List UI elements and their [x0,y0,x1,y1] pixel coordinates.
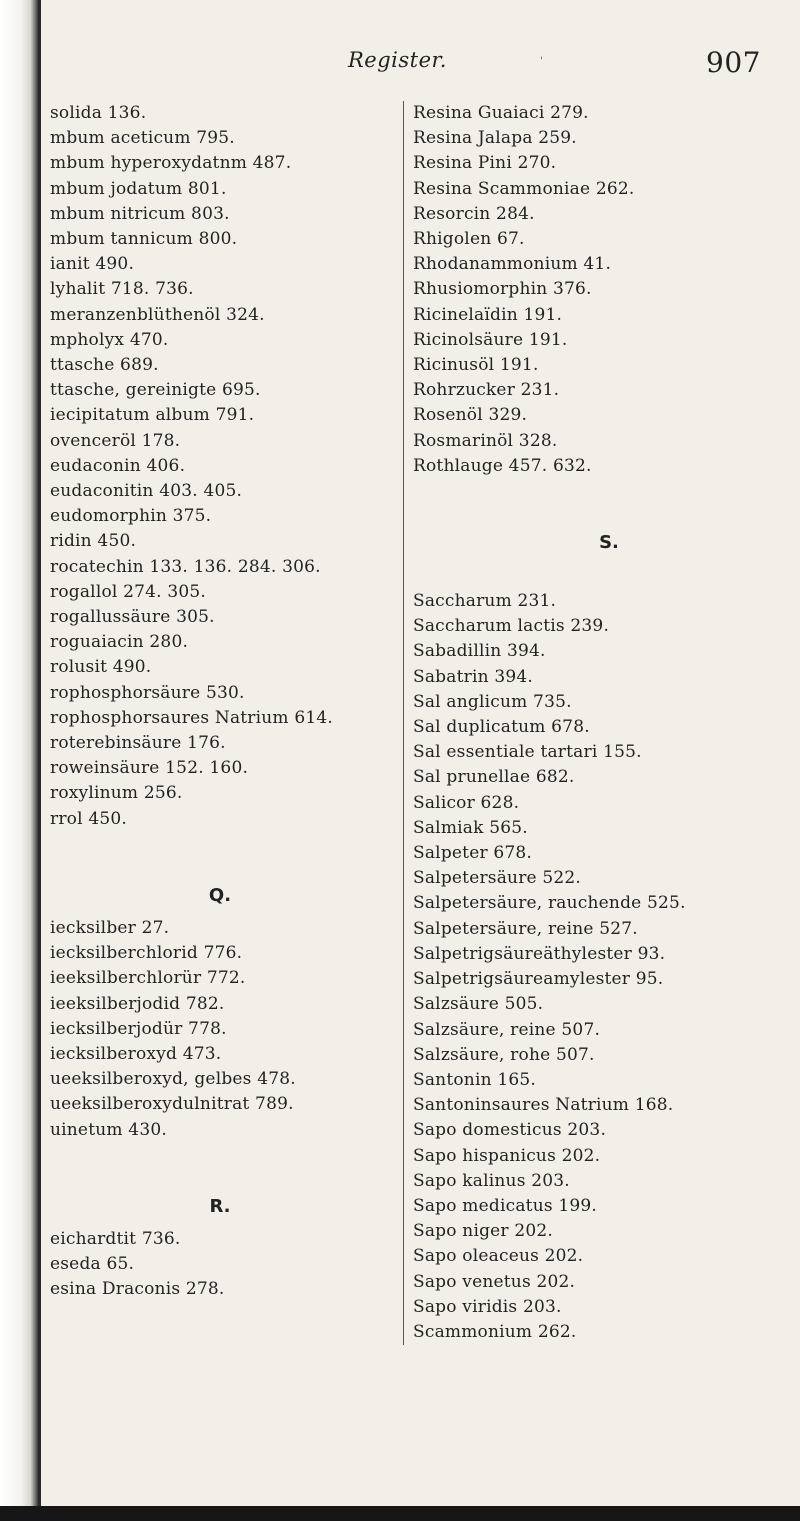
index-entry: Resina Jalapa 259. [413,128,577,149]
index-entry: Salicor 628. [413,792,520,813]
index-entry: rogallussäure 305. [50,607,215,628]
index-entry: Santoninsaures Natrium 168. [413,1095,674,1116]
index-entry: Salzsäure, reine 507. [413,1019,601,1040]
section-heading-q: Q. [208,884,232,906]
index-entry: Sapo niger 202. [413,1221,554,1242]
s-entries [413,589,800,1345]
index-entry: Salzsäure 505. [413,994,544,1015]
index-entry: meranzenblüthenöl 324. [50,304,265,325]
index-entry: Salpetersäure, reine 527. [413,918,638,939]
header-mark: ' [540,56,543,67]
index-entry: ttasche, gereinigte 695. [50,380,261,401]
q-entries [50,916,390,1143]
index-entry: iecksilberoxyd 473. [50,1043,222,1064]
index-entry: Sapo domesticus 203. [413,1120,607,1141]
index-entry: rocatechin 133. 136. 284. 306. [50,556,321,577]
index-entry: Sal duplicatum 678. [413,717,590,738]
index-entry: Rhigolen 67. [413,229,525,250]
index-entry: ieeksilberjodid 782. [50,993,225,1014]
index-entry: Sabatrin 394. [413,666,533,687]
index-entry: Salmiak 565. [413,817,528,838]
index-entry: mbum jodatum 801. [50,178,227,199]
r-entries-right [413,101,800,479]
index-entry: Sapo oleaceus 202. [413,1246,584,1267]
index-entry: ianit 490. [50,254,135,275]
p-entries [50,101,390,832]
index-entry: iecksilberchlorid 776. [50,943,243,964]
index-entry: Ricinelaïdin 191. [413,304,563,325]
index-entry: Salzsäure, rohe 507. [413,1044,595,1065]
index-entry: rrol 450. [50,808,127,829]
page-bottom-shadow [0,1506,800,1521]
index-entry: Ricinolsäure 191. [413,329,568,350]
index-entry: Rosenöl 329. [413,405,528,426]
index-entry: eudaconitin 403. 405. [50,481,243,502]
index-entry: Rhusiomorphin 376. [413,279,592,300]
section-heading-r: R. [209,1195,231,1217]
index-entry: mbum hyperoxydatnm 487. [50,153,292,174]
index-entry: Saccharum 231. [413,591,557,612]
index-entry: Santonin 165. [413,1069,536,1090]
index-entry: Scammonium 262. [413,1321,577,1342]
index-entry: Sapo medicatus 199. [413,1195,598,1216]
index-entry: eudomorphin 375. [50,506,212,527]
index-entry: iecksilberjodür 778. [50,1018,227,1039]
index-entry: Rohrzucker 231. [413,380,560,401]
index-entry: ridin 450. [50,531,137,552]
index-entry: Sapo kalinus 203. [413,1170,570,1191]
index-entry: Resina Guaiaci 279. [413,103,589,123]
index-entry: Sabadillin 394. [413,641,546,662]
left-index-column [50,101,390,1302]
index-entry: Salpetersäure, rauchende 525. [413,893,686,914]
index-entry: Salpetrigsäureamylester 95. [413,969,664,990]
index-entry: Resina Scammoniae 262. [413,178,635,199]
page-binding-line [38,0,41,1521]
index-entry: mbum aceticum 795. [50,128,235,149]
index-entry: rogallol 274. 305. [50,581,207,602]
index-entry: rophosphorsäure 530. [50,682,245,703]
index-entry: Rothlauge 457. 632. [413,455,592,476]
index-entry: rolusit 490. [50,657,152,678]
index-entry: Ricinusöl 191. [413,355,539,376]
index-entry: ttasche 689. [50,355,159,376]
index-entry: Saccharum lactis 239. [413,616,610,637]
index-entry: Rhodanammonium 41. [413,254,612,275]
index-entry: iecksilber 27. [50,917,170,938]
index-entry: Sapo venetus 202. [413,1271,576,1292]
index-entry: eichardtit 736. [50,1228,181,1249]
index-entry: Resorcin 284. [413,203,535,224]
index-entry: solida 136. [50,103,147,123]
section-heading-s: S. [599,532,619,554]
page-binding-edge [0,0,38,1521]
index-entry: Sapo viridis 203. [413,1296,562,1317]
index-entry: roterebinsäure 176. [50,733,226,754]
running-header-title: Register. [348,48,447,72]
index-entry: eseda 65. [50,1253,135,1274]
index-entry: uinetum 430. [50,1119,167,1140]
index-entry: ieeksilberchlorür 772. [50,968,246,989]
index-entry: rophosphorsaures Natrium 614. [50,707,333,728]
index-entry: ueeksilberoxydulnitrat 789. [50,1094,294,1115]
index-entry: esina Draconis 278. [50,1279,225,1300]
index-entry: Resina Pini 270. [413,153,557,174]
index-entry: mbum nitricum 803. [50,203,230,224]
index-entry: roweinsäure 152. 160. [50,758,249,779]
r-entries-left [50,1227,390,1303]
index-entry: Salpetersäure 522. [413,868,582,889]
index-entry: Salpeter 678. [413,843,533,864]
index-entry: Sal prunellae 682. [413,767,575,788]
index-entry: mbum tannicum 800. [50,229,238,250]
index-entry: Sal essentiale tartari 155. [413,742,642,763]
index-entry: ueeksilberoxyd, gelbes 478. [50,1069,296,1090]
index-entry: eudaconin 406. [50,455,186,476]
right-index-column [403,101,800,1345]
index-entry: iecipitatum album 791. [50,405,255,426]
index-entry: Sapo hispanicus 202. [413,1145,601,1166]
index-entry: roxylinum 256. [50,783,183,804]
index-entry: mpholyx 470. [50,329,169,350]
index-entry: ovenceröl 178. [50,430,181,451]
index-entry: Salpetrigsäureäthylester 93. [413,943,666,964]
page-number: 907 [706,46,761,79]
index-entry: lyhalit 718. 736. [50,279,194,300]
index-entry: Sal anglicum 735. [413,691,572,712]
index-entry: roguaiacin 280. [50,632,189,653]
index-entry: Rosmarinöl 328. [413,430,558,451]
